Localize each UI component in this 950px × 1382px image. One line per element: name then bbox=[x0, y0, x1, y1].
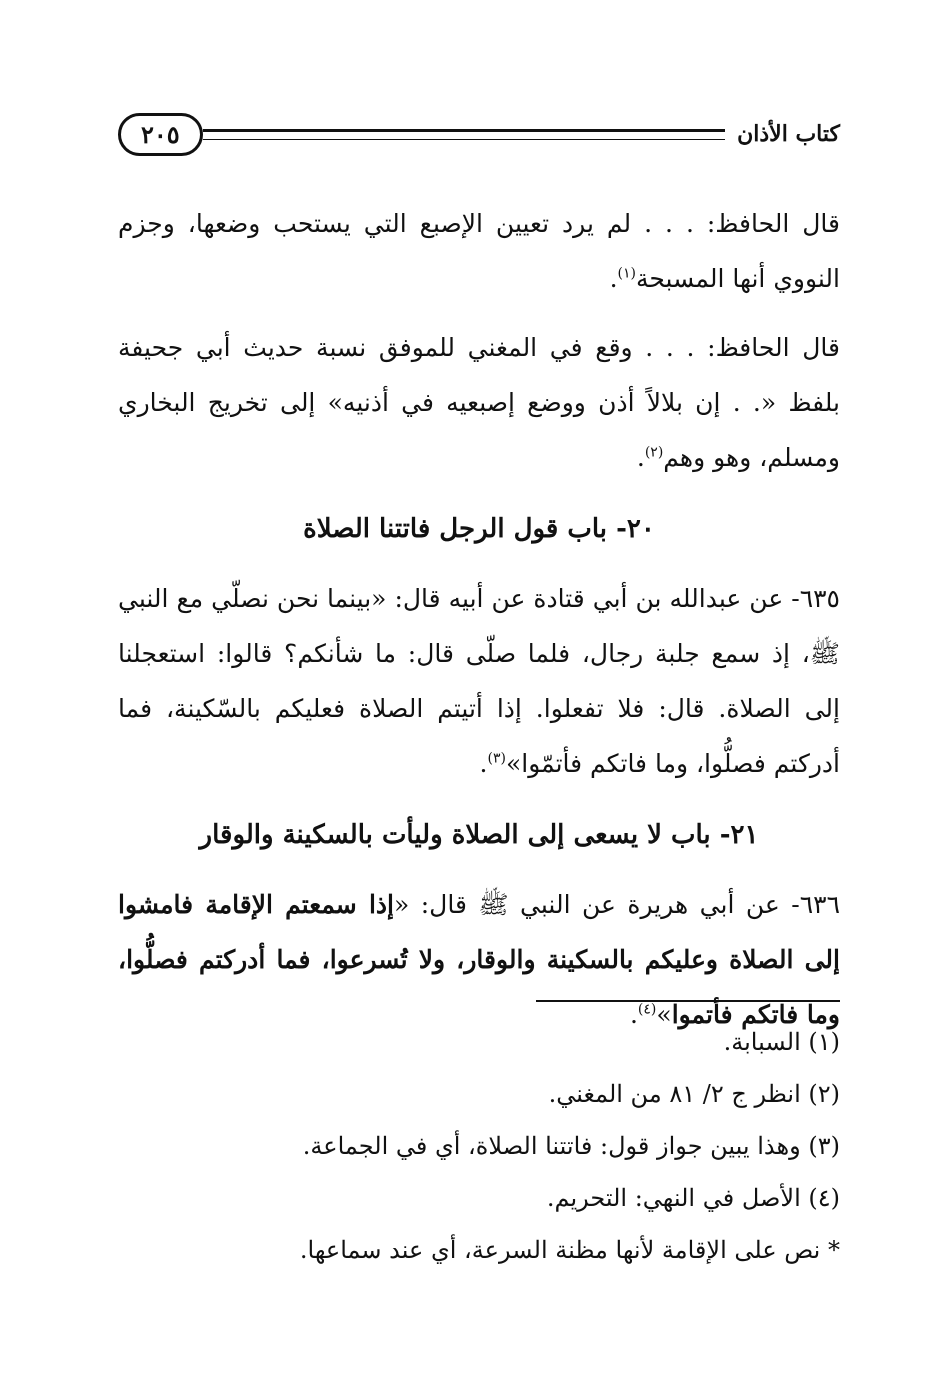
main-text bbox=[118, 196, 840, 1056]
chapter-heading-21: ٢١- باب لا يسعى إلى الصلاة وليأت بالسكينة والوقار bbox=[199, 820, 759, 850]
hadith-635 bbox=[118, 571, 840, 791]
footnote-divider bbox=[536, 1000, 840, 1002]
paragraph-hafiz-2 bbox=[118, 320, 840, 485]
paragraph-end: . bbox=[636, 443, 645, 472]
hadith-text: ٦٣٥- عن عبدالله بن أبي قتادة عن أبيه قال: «بينما نحن نصلّي مع النبي ﷺ، إذ سمع جلبة رجال، فلما صلّى قال: ما شأنكم؟ قالوا: استعجلنا إلى الصلاة. قال: فلا تفعلوا. إذا أتيتم الصلاة فعليكم بالسّكينة، فما أدركتم فصلُّوا، وما فاتكم فأتمّوا» bbox=[118, 584, 840, 778]
footnote-2: (٢) انظر ج ٢/ ٨١ من المغني. bbox=[548, 1080, 840, 1108]
hadith-quote-close: » bbox=[656, 1000, 672, 1029]
hadith-bold-text: إذا سمعتم الإقامة فامشوا إلى الصلاة وعليكم بالسكينة والوقار، ولا تُسرعوا، فما أدركتم فصلُّوا، وما فاتكم فأتموا bbox=[118, 890, 840, 1029]
paragraph-end: . bbox=[609, 264, 618, 293]
footnote-ref: (٢) bbox=[644, 444, 664, 461]
footnote-ref: (٣) bbox=[487, 750, 506, 767]
chapter-heading-20: ٢٠- باب قول الرجل فاتتنا الصلاة bbox=[303, 514, 655, 544]
paragraph-text: قال الحافظ: . . . وقع في المغني للموفق نسبة حديث أبي جحيفة بلفظ «. . إن بلالاً أذن ووضع إصبعيه في أذنيه» إلى تخريج البخاري ومسلم، وهو وهم bbox=[118, 333, 840, 472]
paragraph-text: قال الحافظ: . . . لم يرد تعيين الإصبع التي يستحب وضعها، وجزم النووي أنها المسبحة bbox=[118, 209, 840, 293]
hadith-intro: ٦٣٦- عن أبي هريرة عن النبي ﷺ قال: « bbox=[394, 890, 841, 919]
book-title: كتاب الأذان bbox=[737, 121, 840, 147]
footnote-4: (٤) الأصل في النهي: التحريم. bbox=[546, 1184, 840, 1212]
footnote-3: (٣) وهذا يبين جواز قول: فاتتنا الصلاة، أي في الجماعة. bbox=[302, 1132, 840, 1160]
footnote-ref: (١) bbox=[617, 265, 636, 282]
footnote-ref: (٤) bbox=[637, 1001, 657, 1018]
hadith-end: . bbox=[629, 1000, 638, 1029]
footnote-1: (١) السبابة. bbox=[723, 1028, 840, 1056]
footnotes bbox=[118, 1016, 840, 1276]
page-header bbox=[118, 108, 840, 160]
header-rule bbox=[203, 129, 725, 140]
page-number: ٢٠٥ bbox=[118, 113, 203, 156]
hadith-end: . bbox=[479, 749, 488, 778]
footnote-note: * نص على الإقامة لأنها مظنة السرعة، أي عند سماعها. bbox=[299, 1236, 840, 1264]
paragraph-hafiz-1 bbox=[118, 196, 840, 306]
